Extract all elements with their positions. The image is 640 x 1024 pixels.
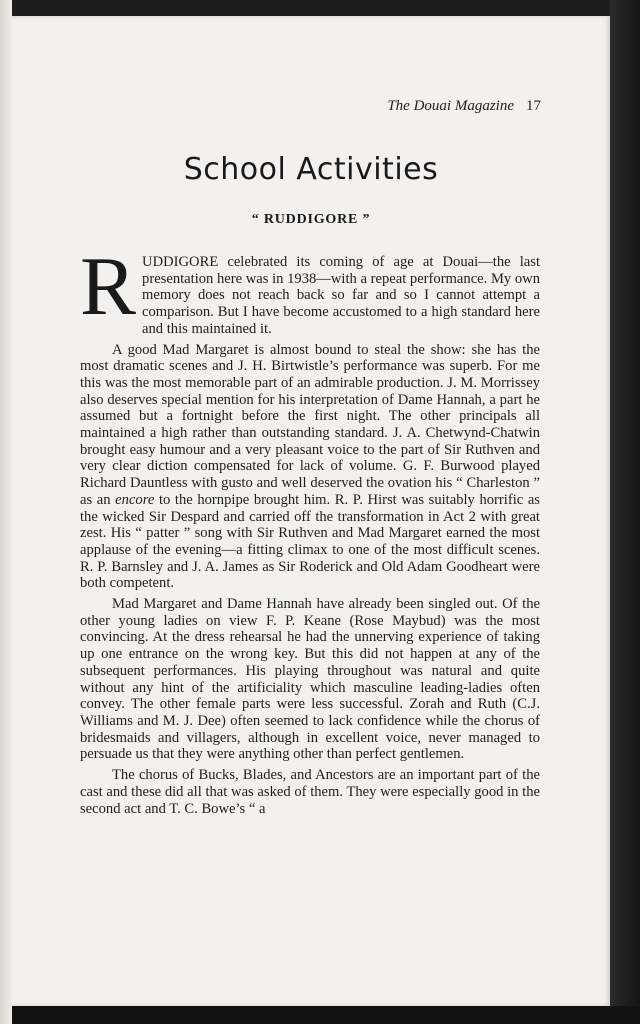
paragraph-3: Mad Margaret and Dame Hannah have already been singled out. Of the other young ladies on view F. P. Keane (Rose Maybud) was the most convincing. At the dress rehearsal he had the unnerving experience of taking up one entrance on the wrong key. But this did not happen at any of the subsequent performances. His playing throughout was natural and quite without any hint of the artificiality which masculine leading-ladies often convey. The other female parts were less successful. Zorah and Ruth (C.J. Williams and M. J. Dee) often seemed to lack confidence while the chorus of bridesmaids and villagers, although in excellent voice, never managed to persuade us that they were anything other than perfect gentlemen.	[80, 596, 540, 763]
paragraph-4: The chorus of Bucks, Blades, and Ancestors are an important part of the cast and these did all that was asked of them. They were especially good in the second act and T. C. Bowe’s “ a	[80, 767, 540, 817]
drop-cap-letter: R	[80, 240, 137, 333]
page-number: 17	[526, 98, 541, 114]
paragraph-2	[80, 342, 540, 593]
running-head	[0, 98, 541, 115]
paragraph-2-text-a: A good Mad Margaret is almost bound to steal the show: she has the most dramatic scenes and J. H. Birtwistle’s performance was superb. For me this was the most memorable part of an admirable production. J. M. Morrissey also deserves special mention for his interpretation of Dame Hannah, a part he assumed but a fortnight before the first night. The other principals all maintained a high rather than outstanding standard. J. A. Chetwynd-Chatwin brought easy humour and a very pleasant voice to the part of Sir Ruthven and very clear diction compensated for lack of volume. G. F. Burwood played Richard Dauntless with gusto and well deserved the ovation his “ Charleston ” as an	[80, 341, 540, 508]
paragraph-2-italic: encore	[115, 491, 155, 508]
paragraph-2-text-b: to the hornpipe brought him. R. P. Hirst was suitably horrific as the wicked Sir Despard and carried off the transformation in Act 2 with great zest. His “ patter ” song with Sir Ruthven and Mad Margaret earned the most applause of the evening—a fitting climax to one of the most difficult scenes. R. P. Barnsley and J. A. James as Sir Roderick and Old Adam Goodheart were both competent.	[80, 491, 540, 592]
paragraph-1	[80, 240, 540, 338]
article-title: “ RUDDIGORE ”	[251, 212, 371, 227]
scan-background-bottom	[0, 1006, 640, 1024]
article-body	[80, 240, 540, 821]
section-title: School Activities	[183, 152, 439, 187]
paragraph-1-text: UDDIGORE celebrated its coming of age at Douai—the last presentation here was in 1938—with a repeat performance. My own memory does not reach back so far and so I cannot attempt a comparison. But I have become accustomed to a high standard here and this maintained it.	[142, 254, 540, 337]
magazine-name: The Douai Magazine	[387, 98, 514, 114]
